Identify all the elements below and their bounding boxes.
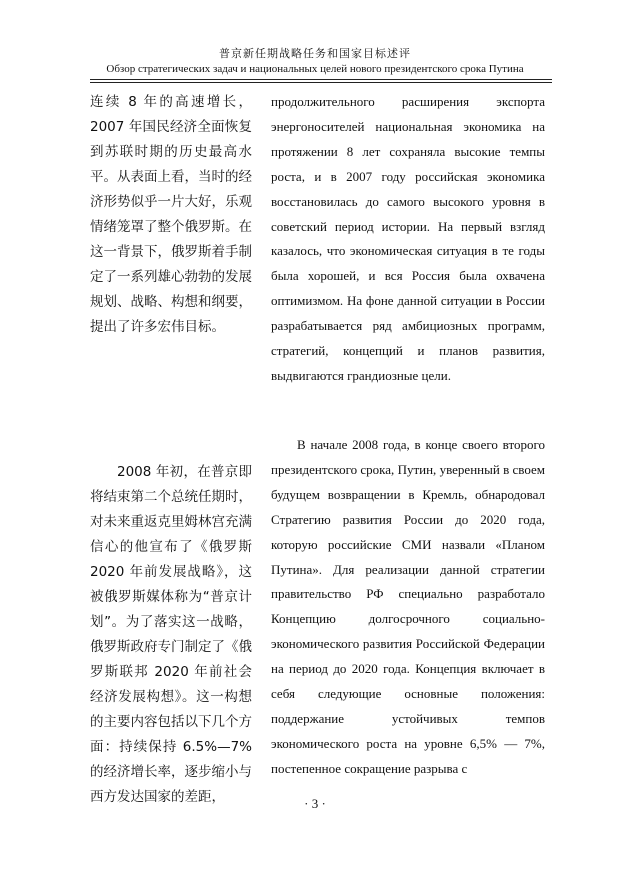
chinese-paragraph-1: 连续 8 年的高速增长，2007 年国民经济全面恢复到苏联时期的历史最高水平。从表面上看，当时的经济形势似乎一片大好，乐观情绪笼罩了整个俄罗斯。在这一背景下，俄罗斯着手制定了一系列雄心勃勃的发展规划、战略、构想和纲要，提出了许多宏伟目标。	[90, 94, 252, 335]
running-header-chinese: 普京新任期战略任务和国家目标述评	[219, 47, 411, 60]
chinese-paragraph-2: 2008 年初，在普京即将结束第二个总统任期时，对未来重返克里姆林宫充满信心的他宣布了《俄罗斯 2020 年前发展战略》，这被俄罗斯媒体称为“普京计划”。为了落实这一战略，俄罗斯政府专门制定了《俄罗斯联邦 2020 年前社会经济发展构想》。这一构想的主要内容包括以下几个方面：持续保持 6.5%—7% 的经济增长率，逐步缩小与西方发达国家的差距，	[90, 464, 252, 805]
header-rule-thick	[90, 79, 552, 80]
russian-paragraph-1: продолжительного расширения экспорта энергоносителей национальная экономика на протяжении 8 лет сохраняла высокие темпы роста, и в 2007 году российская экономика восстановилась до самого высокого уровня в советский период истории. На первый взгляд казалось, что экономическая ситуация в те годы была хорошей, и вся Россия была охвачена оптимизмом. На фоне данной ситуации в России разрабатывается ряд амбициозных программ, стратегий, концепций и планов развития, выдвигаются грандиозные цели.	[271, 94, 545, 383]
russian-paragraph-2: В начале 2008 года, в конце своего второго президентского срока, Путин, уверенный в своем будущем возвращении в Кремль, обнародовал Стратегию развития России до 2020 года, которую российские СМИ назвали «Планом Путина». Для реализации данной стратегии правительство РФ специально разработало Концепцию долгосрочного социально-экономического развития Российской Федерации на период до 2020 года. Концепция включает в себя следующие основные положения: поддержание устойчивых темпов экономического роста на уровне 6,5% — 7%, постепенное сокращение разрыва с	[271, 437, 545, 776]
header-rule-thin	[90, 82, 552, 83]
page-number: · 3 ·	[304, 796, 326, 811]
running-header-russian: Обзор стратегических задач и национальных целей нового президентского срока Путина	[106, 63, 524, 75]
